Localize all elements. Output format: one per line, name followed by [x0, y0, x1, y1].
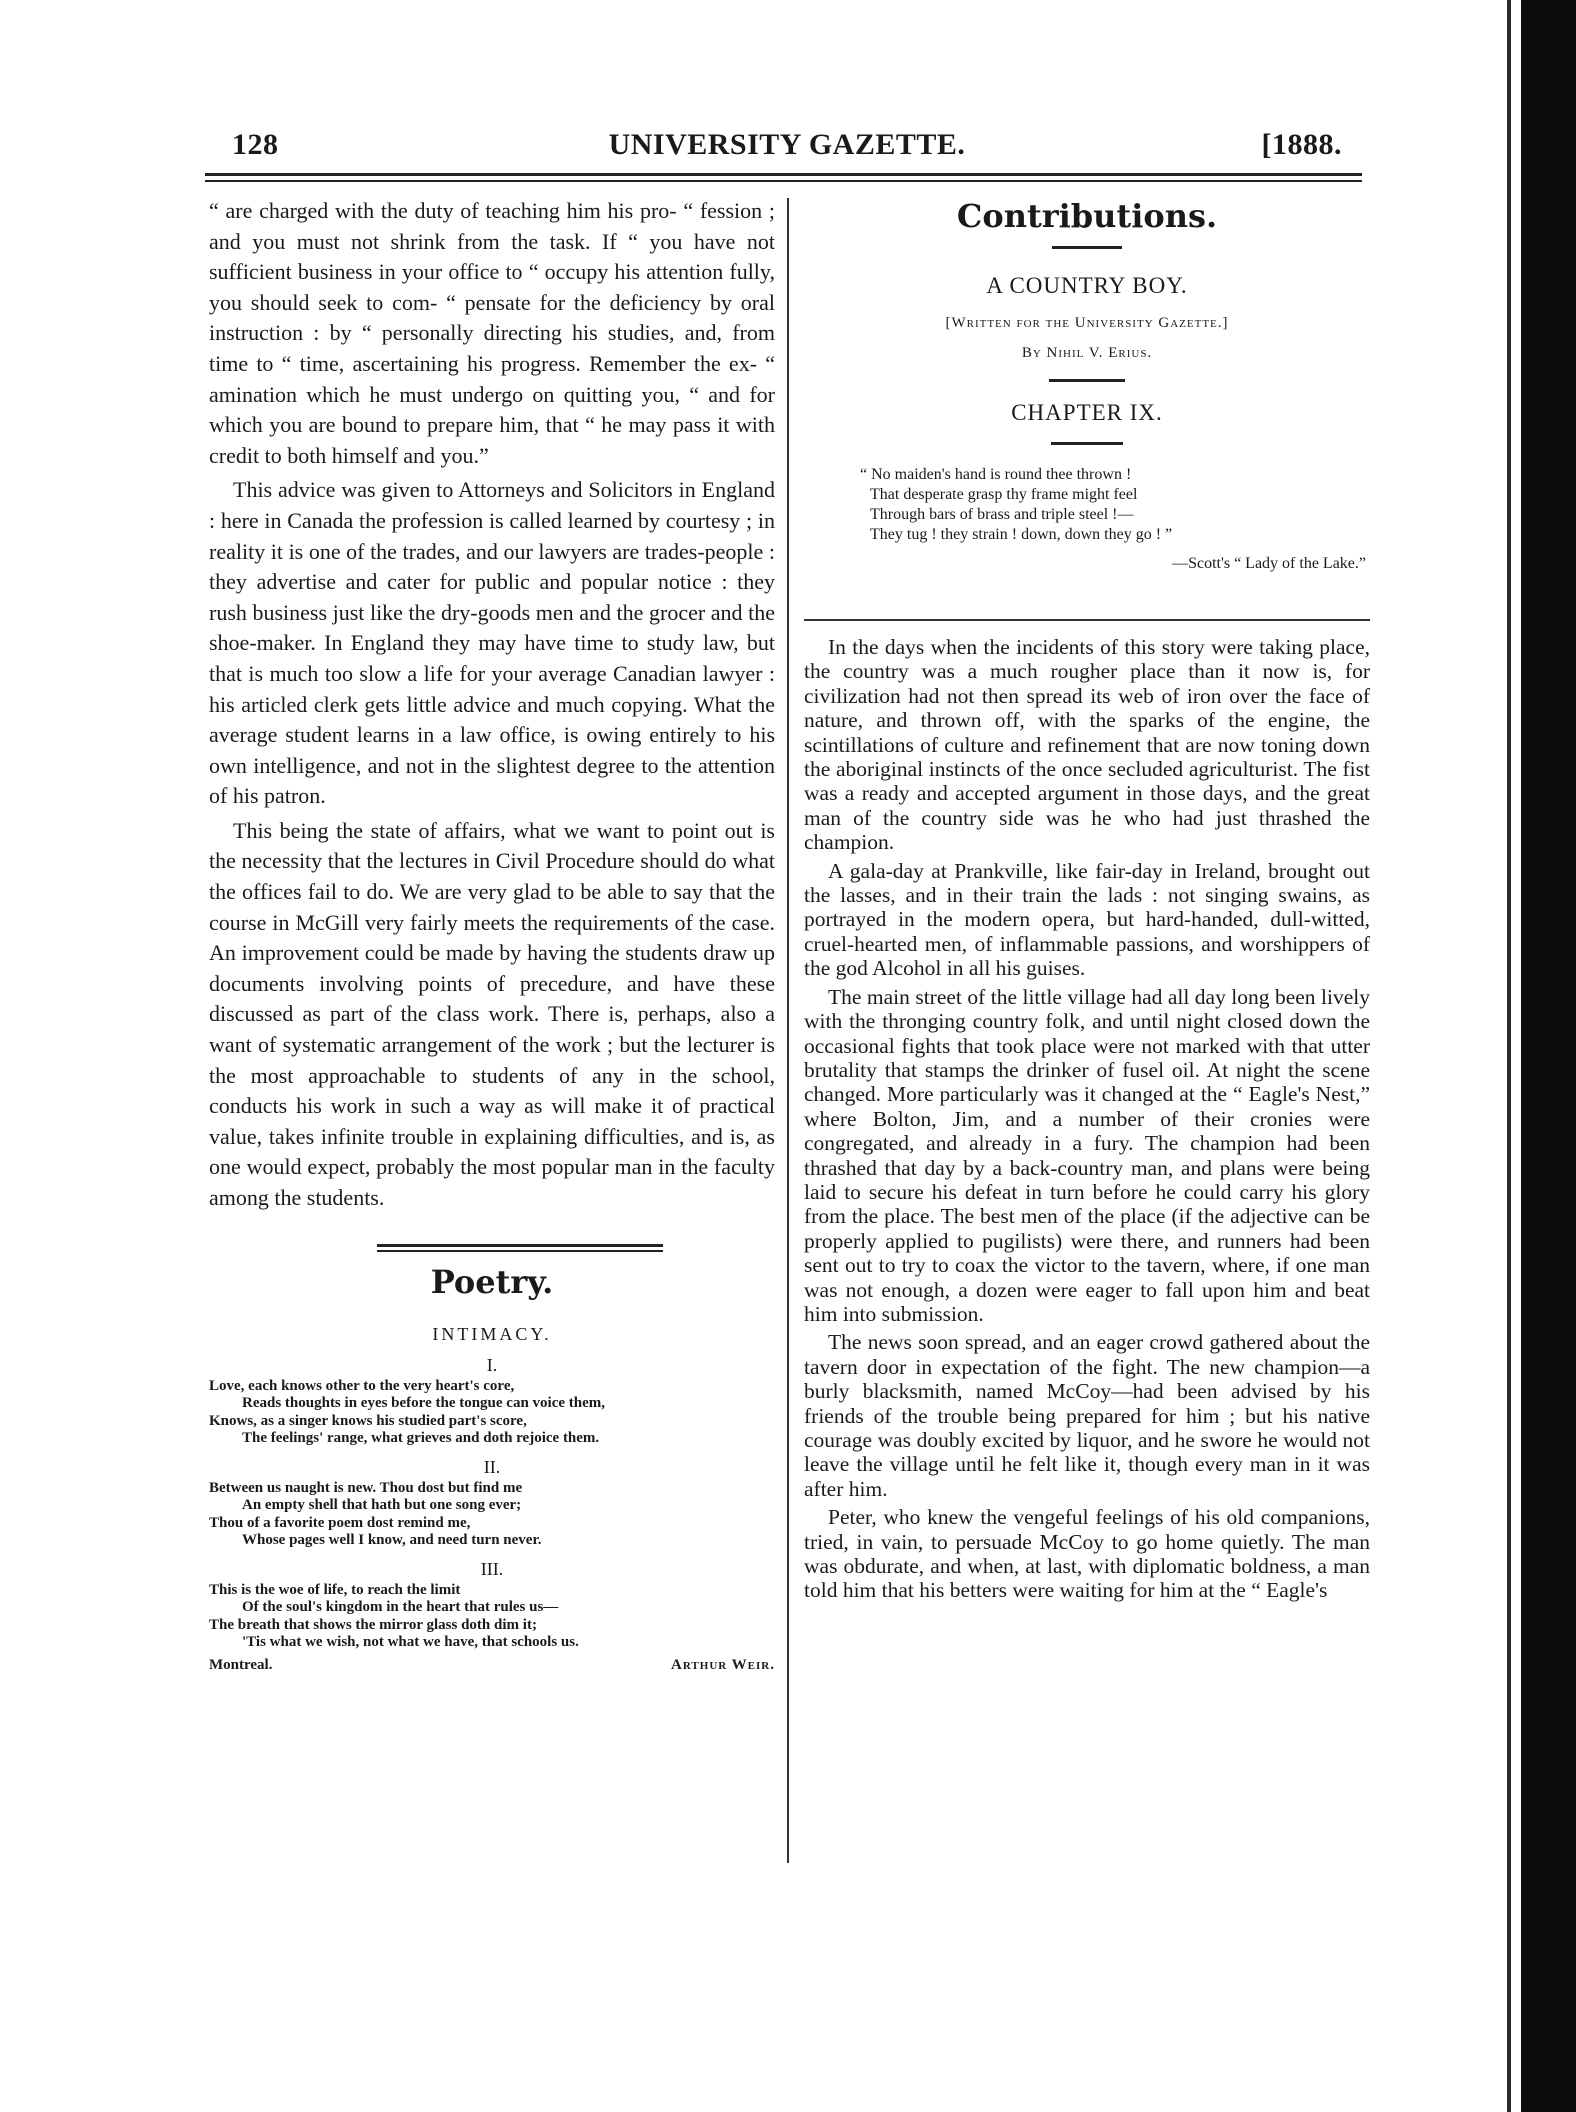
stanza	[209, 1378, 775, 1448]
poem-line: The breath that shows the mirror glass doth dim it;	[209, 1616, 537, 1633]
poem-line: An empty shell that hath but one song ever;	[242, 1497, 522, 1514]
poem-line: This is the woe of life, to reach the limit	[209, 1581, 461, 1598]
scan-border	[1521, 0, 1576, 2112]
column-divider	[787, 198, 789, 1863]
epigraph-line: Through bars of brass and triple steel !—	[870, 506, 1134, 523]
epigraph	[860, 465, 1370, 545]
poetry-rule-bottom	[377, 1250, 663, 1252]
stanza	[209, 1582, 775, 1652]
section-rule	[804, 619, 1370, 621]
publication-year: [1888.	[1261, 128, 1342, 161]
poem-author: Arthur Weir.	[671, 1656, 775, 1673]
body-paragraph: In the days when the incidents of this story were taking place, the country was a much rougher place than it now is, for civilization had not then spread its web of iron over the face of nature, and thrown off, with the sparks of the engine, the scintillations of culture and refinement that are now toning down the aboriginal instincts of the once secluded agriculturist. The fist was a ready and accepted argument in those days, and the great man of the country side was he who had just thrashed the champion.	[804, 635, 1370, 855]
publication-title: UNIVERSITY GAZETTE.	[608, 128, 966, 161]
poem-title: INTIMACY.	[432, 1323, 552, 1344]
ornament-rule	[1052, 246, 1122, 249]
story-title: A COUNTRY BOY.	[986, 273, 1188, 298]
header-rule-bottom	[205, 180, 1362, 182]
body-paragraph: This being the state of affairs, what we want to point out is the necessity that the lectures in Civil Procedure should do what the offices fail to do. We are very glad to be able to say that the course in McGill very fairly meets the requirements of the case. An improvement could be made by having the students draw up documents involving points of precedure, and have these discussed as part of the class work. There is, perhaps, also a want of systematic arrangement of the work ; but the lecturer is the most approachable to students of any in the school, conducts his work in such a way as will make it of practical value, takes infinite trouble in explaining difficulties, and is, as one would expect, probably the most popular man in the faculty among the students.	[209, 817, 775, 1210]
poem-line: Knows, as a singer knows his studied part's score,	[209, 1412, 527, 1429]
epigraph-line: They tug ! they strain ! down, down they go ! ”	[870, 526, 1173, 543]
byline: By Nihil V. Erius.	[1021, 345, 1153, 361]
header-rule-top	[205, 173, 1362, 176]
poem-line: 'Tis what we wish, not what we have, that schools us.	[242, 1634, 579, 1651]
page-number: 128	[232, 128, 279, 161]
stanza-number: I.	[486, 1354, 498, 1375]
body-paragraph: Peter, who knew the vengeful feelings of his old companions, tried, in vain, to persuade McCoy to go home quietly. The man was obdurate, and when, at last, with diplomatic boldness, a man told him that his betters were waiting for him at the “ Eagle's	[804, 1505, 1370, 1603]
stanza-number: III.	[480, 1558, 504, 1579]
left-column	[209, 196, 775, 1676]
poetry-section-title: Poetry.	[430, 1262, 554, 1301]
poem-line: Reads thoughts in eyes before the tongue can voice them,	[242, 1395, 606, 1412]
publication-note: [Written for the University Gazette.]	[945, 315, 1229, 331]
body-paragraph: “ are charged with the duty of teaching him his pro- “ fession ; and you must not shrink from the task. If “ you have not sufficient business in your office to “ occupy his attention fully, you should seek to com- “ pensate for the deficiency by oral instruction : by “ personally directing his studies, and, from time to “ time, ascertaining his progress. Remember the ex- “ amination which he must undergo on quitting you, “ and for which you are bound to prepare him, that “ he may pass it with credit to both himself and you.”	[209, 198, 775, 468]
poem-line: Of the soul's kingdom in the heart that rules us—	[242, 1599, 559, 1616]
ornament-rule	[1049, 379, 1125, 382]
poem-line: Whose pages well I know, and need turn never.	[242, 1532, 542, 1549]
page-header	[232, 128, 1342, 168]
epigraph-line: That desperate grasp thy frame might feel	[870, 486, 1138, 503]
poem-line: Between us naught is new. Thou dost but find me	[209, 1479, 523, 1496]
story-body	[804, 635, 1370, 1603]
body-paragraph: This advice was given to Attorneys and Solicitors in England : here in Canada the profession is called learned by courtesy ; in reality it is one of the trades, and our lawyers are trades-people : they advertise and cater for public and popular notice : they rush business just like the dry-goods men and the grocer and the shoe-maker. In England they may have time to study law, but that is much too slow a life for your average Canadian lawyer : his articled clerk gets little advice and much copying. What the average student learns in a law office, is owing entirely to his own intelligence, and not in the slightest degree to the attention of his patron.	[209, 477, 775, 809]
body-paragraph: The news soon spread, and an eager crowd gathered about the tavern door in expectation of the fight. The new champion—a burly blacksmith, named McCoy—had been advised by his friends of the trouble being prepared for him ; but his native courage was doubly excited by liquor, and he swore he would not leave the village until he felt like it, though every man in it was after him.	[804, 1330, 1370, 1501]
poem-signature	[209, 1654, 775, 1676]
poem-line: The feelings' range, what grieves and doth rejoice them.	[242, 1430, 600, 1447]
ornament-rule	[1051, 442, 1123, 445]
epigraph-line: “ No maiden's hand is round thee thrown !	[860, 466, 1132, 483]
page-edge-line	[1507, 0, 1511, 2112]
stanza-number: II.	[483, 1456, 501, 1477]
poem-line: Thou of a favorite poem dost remind me,	[209, 1514, 471, 1531]
poem-line: Love, each knows other to the very heart's core,	[209, 1377, 515, 1394]
right-column	[804, 196, 1370, 1603]
body-paragraph: The main street of the little village had all day long been lively with the thronging country folk, and until night closed down the occasional fights that took place were not marked with that utter brutality that stamps the drinker of fusel oil. At night the scene changed. More particularly was it changed at the “ Eagle's Nest,” where Bolton, Jim, and a number of their cronies were congregated, and already in a fury. The champion had been thrashed that day by a back-country man, and plans were being laid to secure his defeat in turn before he could carry his glory from the place. The best men of the place (if the adjective can be properly applied to pugilists) were there, and runners had been sent out to try to coax the victor to the tavern, where, if one man was not enough, a dozen were eager to fall upon him and beat him into submission.	[804, 984, 1370, 1326]
chapter-heading: CHAPTER IX.	[1011, 400, 1163, 425]
epigraph-attribution: —Scott's “ Lady of the Lake.”	[1172, 555, 1366, 572]
stanza	[209, 1480, 775, 1550]
contributions-section-title: Contributions.	[956, 197, 1218, 235]
poem-place: Montreal.	[209, 1656, 273, 1673]
poetry-rule-top	[377, 1244, 663, 1247]
body-paragraph: A gala-day at Prankville, like fair-day in Ireland, brought out the lasses, and in their train the lads : not singing swains, as portrayed in the modern opera, but hard-handed, dull-witted, cruel-hearted men, of inflammable passions, and worshippers of the god Alcohol in all his guises.	[804, 858, 1370, 981]
